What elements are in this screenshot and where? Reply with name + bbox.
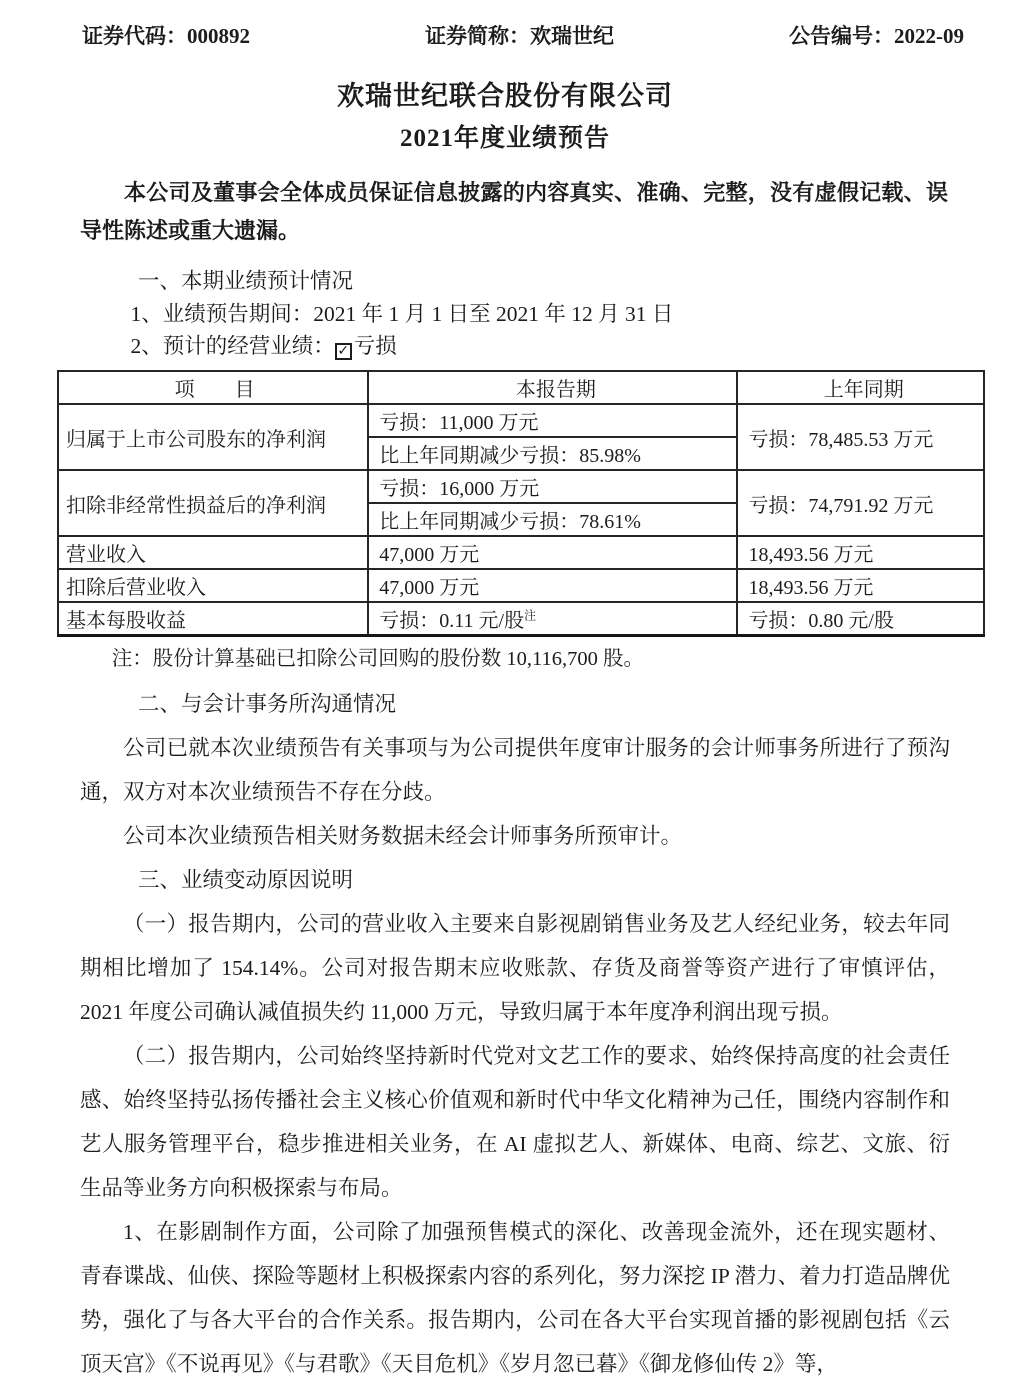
metric-name-cell: 营业收入 xyxy=(58,536,368,569)
table-row xyxy=(58,404,984,437)
section3-para-3: 1、在影剧制作方面，公司除了加强预售模式的深化、改善现金流外，还在现实题材、青春谍战、仙侠、探险等题材上积极探索内容的系列化，努力深挖 IP 潜力、着力打造品牌优势，强化了与各大平台的合作关系。报告期内，公司在各大平台实现首播的影视剧包括《云顶天宫》《不说再见》《与君歌》《天目危机》《岁月忽已暮》《御龙修仙传 2》等， xyxy=(80,1220,950,1376)
report-title: 2021年度业绩预告 xyxy=(399,125,610,152)
announcement-number-label: 公告编号：2022-09 xyxy=(789,24,964,48)
forecast-result-prefix: 2、预计的经营业绩： xyxy=(130,334,335,358)
current-period-cell: 亏损：16,000 万元 xyxy=(368,470,737,503)
current-period-cell: 亏损：11,000 万元 xyxy=(368,404,737,437)
col-header-prior-period: 上年同期 xyxy=(737,371,984,404)
metric-name-cell: 扣除非经常性损益后的净利润 xyxy=(58,470,368,536)
current-period-change-cell: 比上年同期减少亏损：85.98% xyxy=(368,437,737,470)
forecast-period-item: 1、业绩预告期间：2021 年 1 月 1 日至 2021 年 12 月 31 日 xyxy=(130,302,674,326)
current-period-cell xyxy=(368,602,737,636)
company-title: 欢瑞世纪联合股份有限公司 xyxy=(337,81,673,111)
col-header-item: 项 目 xyxy=(58,371,368,404)
document-body-lower xyxy=(80,646,950,1386)
table-row xyxy=(58,470,984,503)
section3-para-1: （一）报告期内，公司的营业收入主要来自影视剧销售业务及艺人经纪业务，较去年同期相比增加了 154.14%。公司对报告期末应收账款、存货及商誉等资产进行了审慎评估，2021 年度公司确认减值损失约 11,000 万元，导致归属于本年度净利润出现亏损。 xyxy=(80,912,950,1024)
current-period-cell: 47,000 万元 xyxy=(368,569,737,602)
stock-code-label: 证券代码：000892 xyxy=(82,24,250,48)
section2-heading: 二、与会计事务所沟通情况 xyxy=(138,692,397,716)
eps-loss-value: 亏损：0.11 元/股 xyxy=(379,610,525,632)
table-row xyxy=(58,569,984,602)
document-header xyxy=(0,0,1010,50)
document-body xyxy=(80,174,950,362)
col-header-current-period: 本报告期 xyxy=(368,371,737,404)
forecast-result-item xyxy=(80,330,950,362)
metric-name-cell: 基本每股收益 xyxy=(58,602,368,636)
section2-para-1: 公司已就本次业绩预告有关事项与为公司提供年度审计服务的会计师事务所进行了预沟通，双方对本次业绩预告不存在分歧。 xyxy=(80,736,950,804)
prior-period-cell: 18,493.56 万元 xyxy=(737,569,984,602)
section3-para-2: （二）报告期内，公司始终坚持新时代党对文艺工作的要求、始终保持高度的社会责任感、始终坚持弘扬传播社会主义核心价值观和新时代中华文化精神为己任，围绕内容制作和艺人服务管理平台，稳步推进相关业务，在 AI 虚拟艺人、新媒体、电商、综艺、文旅、衍生品等业务方向积极探索与布局。 xyxy=(80,1044,950,1200)
section1-heading: 一、本期业绩预计情况 xyxy=(138,269,354,293)
section2-para-2: 公司本次业绩预告相关财务数据未经会计师事务所预审计。 xyxy=(123,824,683,848)
prior-period-cell: 亏损：74,791.92 万元 xyxy=(737,470,984,536)
stock-name-label: 证券简称：欢瑞世纪 xyxy=(425,24,614,48)
current-period-change-cell: 比上年同期减少亏损：78.61% xyxy=(368,503,737,536)
prior-period-cell: 18,493.56 万元 xyxy=(737,536,984,569)
table-header-row xyxy=(58,371,984,404)
table-row xyxy=(58,536,984,569)
prior-period-cell: 亏损：0.80 元/股 xyxy=(737,602,984,636)
forecast-result-value: 亏损 xyxy=(353,334,397,358)
section3-heading: 三、业绩变动原因说明 xyxy=(138,868,354,892)
board-declaration: 本公司及董事会全体成员保证信息披露的内容真实、准确、完整，没有虚假记载、误导性陈述或重大遗漏。 xyxy=(80,180,948,243)
current-period-cell: 47,000 万元 xyxy=(368,536,737,569)
note-superscript: 注 xyxy=(524,608,537,623)
table-row xyxy=(58,602,984,636)
table-note: 注：股份计算基础已扣除公司回购的股份数 10,116,700 股。 xyxy=(111,648,645,670)
checked-checkbox-icon: ✓ xyxy=(335,343,352,360)
metric-name-cell: 扣除后营业收入 xyxy=(58,569,368,602)
performance-table xyxy=(57,370,985,637)
metric-name-cell: 归属于上市公司股东的净利润 xyxy=(58,404,368,470)
prior-period-cell: 亏损：78,485.53 万元 xyxy=(737,404,984,470)
